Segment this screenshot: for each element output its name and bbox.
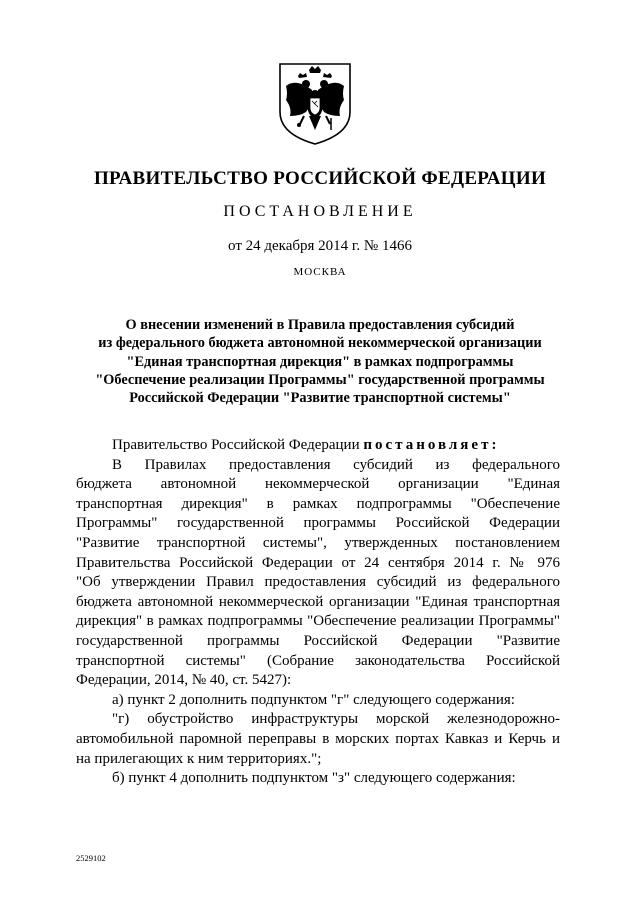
russian-coat-of-arms-icon: [276, 60, 354, 146]
body-line: транспортная дирекция" в рамках подпрограммы "Обеспечение: [76, 495, 560, 512]
body-line: транспортной системы" (Собрание законодательства Российской: [76, 652, 560, 669]
body-line: бюджета автономной некоммерческой организации "Единая транспортная: [76, 593, 560, 610]
document-body: [76, 436, 560, 789]
document-type: ПОСТАНОВЛЕНИЕ: [223, 203, 417, 220]
government-title: ПРАВИТЕЛЬСТВО РОССИЙСКОЙ ФЕДЕРАЦИИ: [93, 168, 547, 189]
subject-line: "Обеспечение реализации Программы" государственной программы: [95, 371, 545, 388]
body-line: Правительства Российской Федерации от 24 сентября 2014 г. № 976: [76, 554, 560, 571]
document-date-number: от 24 декабря 2014 г. № 1466: [228, 238, 412, 254]
body-line: дирекция" в рамках подпрограммы "Обеспечение реализации Программы": [76, 613, 560, 630]
body-line: бюджета автономной некоммерческой организации "Единая: [76, 476, 560, 493]
document-serial-number: 2529102: [76, 853, 106, 863]
body-line: В Правилах предоставления субсидий из федерального: [112, 456, 560, 473]
document-subject: [76, 316, 564, 407]
body-line: а) пункт 2 дополнить подпунктом "г" следующего содержания:: [112, 691, 515, 708]
preamble-verb: постановляет:: [363, 437, 500, 453]
preamble: [76, 436, 560, 456]
subject-line: из федерального бюджета автономной некоммерческой организации: [98, 335, 542, 352]
subject-line: "Единая транспортная дирекция" в рамках подпрограммы: [126, 353, 514, 370]
preamble-text: Правительство Российской Федерации: [112, 437, 360, 453]
body-line: на прилегающих к ним территориях.";: [76, 750, 322, 767]
body-line: "г) обустройство инфраструктуры морской железнодорожно-: [112, 711, 560, 728]
subject-line: О внесении изменений в Правила предоставления субсидий: [125, 317, 515, 333]
body-line: "Развитие транспортной системы", утвержденных постановлением: [76, 534, 560, 551]
body-line: б) пункт 4 дополнить подпунктом "з" следующего содержания:: [112, 770, 516, 787]
body-line: государственной программы Российской Федерации "Развитие: [76, 632, 560, 649]
body-line: автомобильной паромной переправы в морских портах Кавказ и Керчь и: [76, 730, 560, 747]
body-line: Программы" государственной программы Российской Федерации: [76, 515, 560, 532]
document-city: МОСКВА: [293, 266, 347, 278]
subject-line: Российской Федерации "Развитие транспортной системы": [129, 390, 511, 407]
body-line: Федерации, 2014, № 40, ст. 5427):: [76, 672, 292, 689]
body-line: "Об утверждении Правил предоставления субсидий из федерального: [76, 574, 560, 591]
